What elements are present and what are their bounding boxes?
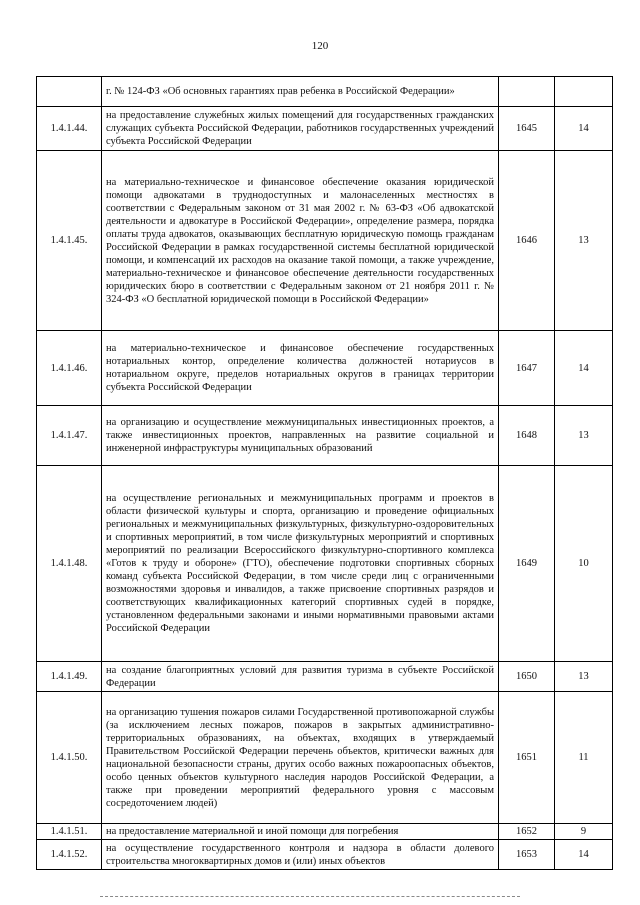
row-text: на предоставление служебных жилых помещений для государственных гражданских служащих субъекта Российской Федерации, работников государственных учреждений субъекта Российской Федерации xyxy=(102,107,499,151)
row-code: 1651 xyxy=(499,692,555,824)
row-text: на материально-техническое и финансовое обеспечение оказания юридической помощи адвокатами в труднодоступных и малонаселенных местностях в соответствии с Федеральным законом от 31 мая 2002 г. № 63-ФЗ «Об адвокатской деятельности и адвокатуре в Российской Федерации», определение размера, порядка оплаты труда адвокатов, оказывающих бесплатную юридическую помощь гражданам Российской Федерации в рамках государственной системы бесплатной юридической помощи, и компенсаций их расходов на оказание такой помощи, а также учреждение, материально-техническое и финансовое обеспечение деятельности государственных юридических бюро в соответствии с Федеральным законом от 21 ноября 2011 г. № 324-ФЗ «О бесплатной юридической помощи в Российской Федерации» xyxy=(102,151,499,331)
row-value: 13 xyxy=(555,662,613,692)
row-number: 1.4.1.45. xyxy=(37,151,102,331)
row-text: на осуществление государственного контроля и надзора в области долевого строительства многоквартирных домов и (или) иных объектов xyxy=(102,840,499,870)
row-number: 1.4.1.48. xyxy=(37,466,102,662)
table-row xyxy=(37,662,613,692)
table-row xyxy=(37,840,613,870)
table-row xyxy=(37,77,613,107)
row-number: 1.4.1.50. xyxy=(37,692,102,824)
row-value: 14 xyxy=(555,107,613,151)
row-code: 1653 xyxy=(499,840,555,870)
row-text: на создание благоприятных условий для развития туризма в субъекте Российской Федерации xyxy=(102,662,499,692)
row-text: на материально-техническое и финансовое обеспечение государственных нотариальных контор, определение количества должностей нотариусов в нотариальном округе, пределов нотариальных округов в границах территории субъекта Российской Федерации xyxy=(102,331,499,406)
row-value: 9 xyxy=(555,824,613,840)
row-text: на организацию и осуществление межмуниципальных инвестиционных проектов, а также инвестиционных проектов, направленных на развитие социальной и инженерной инфраструктуры муниципальных образований xyxy=(102,406,499,466)
row-number: 1.4.1.44. xyxy=(37,107,102,151)
table-row xyxy=(37,331,613,406)
row-code: 1649 xyxy=(499,466,555,662)
row-code: 1648 xyxy=(499,406,555,466)
row-code: 1650 xyxy=(499,662,555,692)
row-code: 1647 xyxy=(499,331,555,406)
document-table xyxy=(36,76,613,870)
bottom-divider xyxy=(100,896,520,897)
row-value: 13 xyxy=(555,151,613,331)
row-value: 14 xyxy=(555,331,613,406)
table-row xyxy=(37,692,613,824)
row-number: 1.4.1.47. xyxy=(37,406,102,466)
row-text: на осуществление региональных и межмуниципальных программ и проектов в области физической культуры и спорта, организацию и проведение официальных региональных и межмуниципальных физкультурных, физкультурно-оздоровительных и спортивных мероприятий, в том числе физкультурных мероприятий и спортивных мероприятий по реализации Всероссийского физкультурно-спортивного комплекса «Готов к труду и обороне» (ГТО), обеспечение подготовки спортивных сборных команд субъекта Российской Федерации, в том числе среди лиц с ограниченными возможностями здоровья и инвалидов, а также присвоение спортивных разрядов и соответствующих квалификационных категорий спортивных судей в порядке, установленном федеральными законами и иными нормативными правовыми актами Российской Федерации xyxy=(102,466,499,662)
row-value: 11 xyxy=(555,692,613,824)
table-row xyxy=(37,107,613,151)
row-number: 1.4.1.49. xyxy=(37,662,102,692)
row-code: 1645 xyxy=(499,107,555,151)
row-text: на предоставление материальной и иной помощи для погребения xyxy=(102,824,499,840)
row-number: 1.4.1.52. xyxy=(37,840,102,870)
row-value xyxy=(555,77,613,107)
page-number: 120 xyxy=(311,40,329,52)
row-value: 10 xyxy=(555,466,613,662)
table-row xyxy=(37,406,613,466)
table-row xyxy=(37,466,613,662)
row-number: 1.4.1.51. xyxy=(37,824,102,840)
row-value: 13 xyxy=(555,406,613,466)
row-value: 14 xyxy=(555,840,613,870)
table-row xyxy=(37,151,613,331)
row-code: 1652 xyxy=(499,824,555,840)
row-code xyxy=(499,77,555,107)
table-row xyxy=(37,824,613,840)
row-text: на организацию тушения пожаров силами Государственной противопожарной службы (за исключением лесных пожаров, пожаров в закрытых административно-территориальных образованиях, на объектах, входящих в утверждаемый Правительством Российской Федерации перечень объектов, критически важных для национальной безопасности страны, других особо важных пожароопасных объектов, особо ценных объектов культурного наследия народов Российской Федерации, а также при проведении мероприятий федерального уровня с массовым сосредоточением людей) xyxy=(102,692,499,824)
row-code: 1646 xyxy=(499,151,555,331)
row-number xyxy=(37,77,102,107)
row-text: г. № 124-ФЗ «Об основных гарантиях прав ребенка в Российской Федерации» xyxy=(102,77,499,107)
row-number: 1.4.1.46. xyxy=(37,331,102,406)
